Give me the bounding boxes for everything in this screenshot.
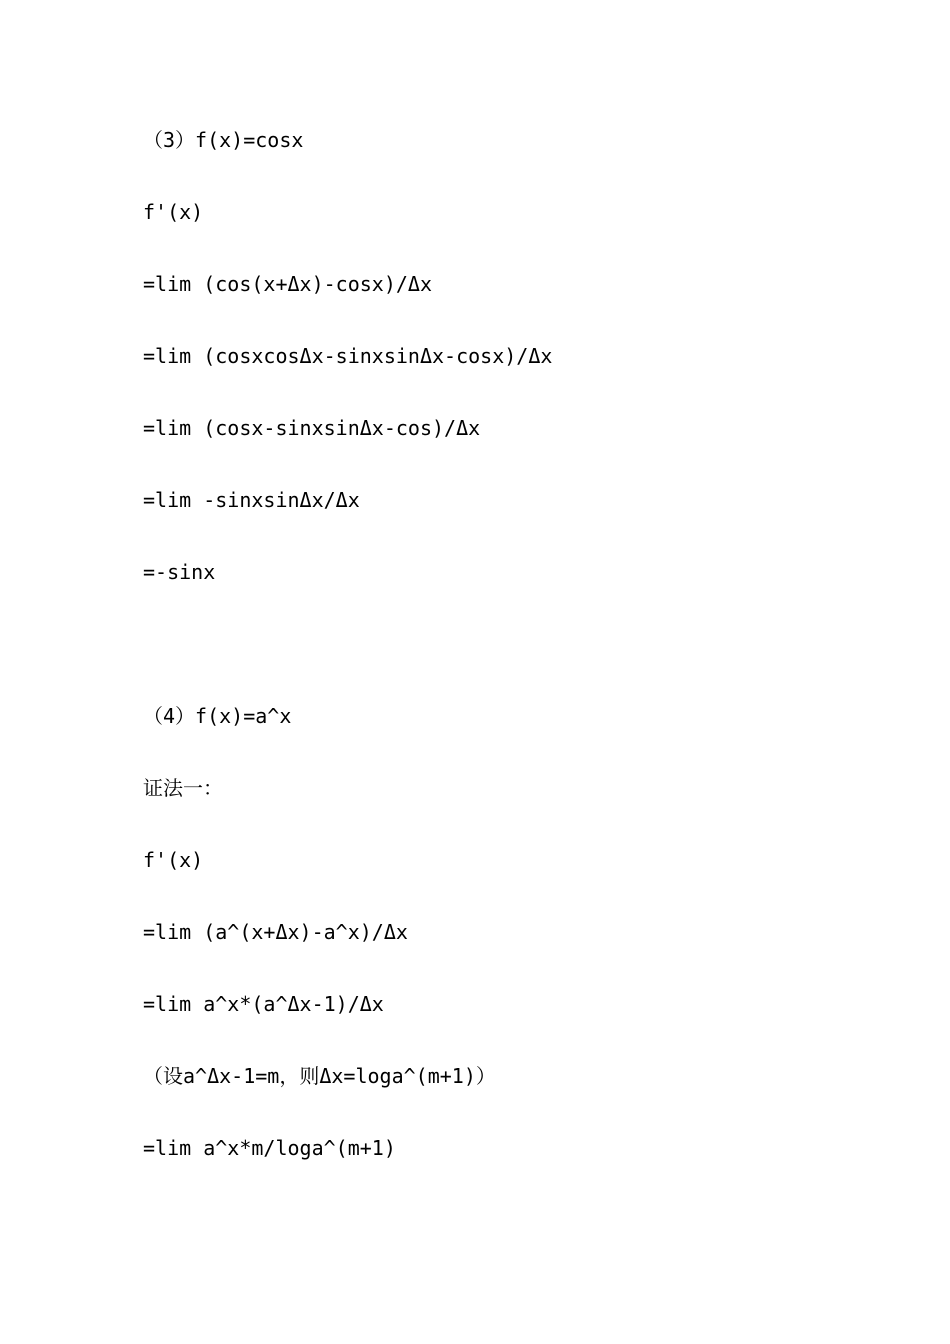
section-heading-exponential: （4）f(x)=a^x xyxy=(143,704,292,728)
proof-step-line: =lim (cosx-sinxsinΔx-cos)/Δx xyxy=(143,416,481,440)
proof-result-line: =-sinx xyxy=(143,560,216,584)
proof-step-line: =lim (cos(x+Δx)-cosx)/Δx xyxy=(143,272,432,296)
proof-method-label: 证法一： xyxy=(143,776,223,800)
proof-step-line: =lim -sinxsinΔx/Δx xyxy=(143,488,360,512)
proof-step-line: =lim (cosxcosΔx-sinxsinΔx-cosx)/Δx xyxy=(143,344,553,368)
proof-step-line: =lim (a^(x+Δx)-a^x)/Δx xyxy=(143,920,408,944)
derivative-line: f'(x) xyxy=(143,200,204,224)
substitution-note: （设a^Δx-1=m，则Δx=loga^(m+1)） xyxy=(143,1064,496,1088)
proof-step-line: =lim a^x*(a^Δx-1)/Δx xyxy=(143,992,384,1016)
proof-step-line: =lim a^x*m/loga^(m+1) xyxy=(143,1136,396,1160)
section-heading-cosx: （3）f(x)=cosx xyxy=(143,128,304,152)
derivative-line: f'(x) xyxy=(143,848,204,872)
